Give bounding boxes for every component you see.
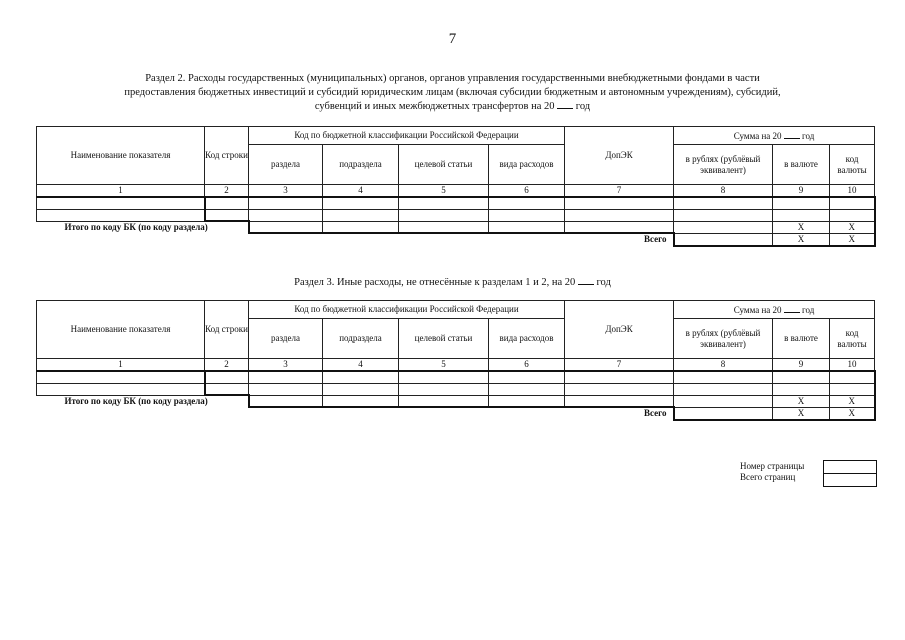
total-all-label: Всего bbox=[644, 408, 667, 419]
section2-table bbox=[36, 126, 876, 247]
table-cell[interactable] bbox=[565, 209, 674, 221]
col-number: 3 bbox=[249, 185, 323, 198]
header-exptype: вида расходов bbox=[489, 319, 565, 359]
table-cell[interactable] bbox=[249, 197, 323, 209]
table-cell[interactable] bbox=[489, 197, 565, 209]
year-blank[interactable] bbox=[557, 100, 573, 109]
x-mark: X bbox=[773, 233, 830, 246]
header-section: раздела bbox=[249, 319, 323, 359]
col-number: 7 bbox=[565, 359, 674, 372]
section3-table bbox=[36, 300, 876, 421]
header-dopek: ДопЭК bbox=[565, 301, 674, 359]
page-counter-box bbox=[823, 460, 877, 487]
table-cell[interactable] bbox=[399, 371, 489, 383]
section2-heading-line2: предоставления бюджетных инвестиций и субсидий юридическим лицам (включая субсидии бюджетным и автономным учреждениям), субсидий, bbox=[124, 87, 781, 98]
header-code: Код строки bbox=[205, 127, 249, 185]
total-pages-field[interactable] bbox=[824, 473, 876, 486]
table-cell[interactable] bbox=[205, 371, 249, 383]
table-cell[interactable] bbox=[830, 209, 875, 221]
table-cell[interactable] bbox=[37, 209, 205, 221]
col-number: 9 bbox=[773, 185, 830, 198]
table-cell[interactable] bbox=[489, 383, 565, 395]
header-target: целевой статьи bbox=[399, 319, 489, 359]
section2-heading-line3-suffix: год bbox=[575, 101, 591, 112]
table-cell[interactable] bbox=[205, 197, 249, 209]
page-number-label: Номер страницы bbox=[740, 461, 805, 471]
table-cell[interactable] bbox=[323, 221, 399, 233]
column-number-row bbox=[37, 185, 875, 198]
col-number: 1 bbox=[37, 359, 205, 372]
header-sum-suffix: год bbox=[802, 304, 815, 315]
table-cell[interactable] bbox=[674, 209, 773, 221]
header-sum-prefix: Сумма на 20 bbox=[733, 130, 782, 141]
header-name: Наименование показателя bbox=[37, 127, 205, 185]
total-bk-label: Итого по коду БК (по коду раздела) bbox=[64, 396, 208, 406]
table-cell[interactable] bbox=[489, 209, 565, 221]
total-all-row bbox=[37, 407, 875, 420]
table-cell[interactable] bbox=[205, 383, 249, 395]
table-cell[interactable] bbox=[323, 197, 399, 209]
header-sum-prefix: Сумма на 20 bbox=[733, 304, 782, 315]
table-cell[interactable] bbox=[399, 197, 489, 209]
table-row bbox=[37, 383, 875, 395]
table-cell[interactable] bbox=[565, 383, 674, 395]
header-bk-group: Код по бюджетной классификации Российской Федерации bbox=[249, 127, 565, 145]
col-number: 7 bbox=[565, 185, 674, 198]
table-cell[interactable] bbox=[399, 221, 489, 233]
page-number: 7 bbox=[448, 31, 457, 47]
page-counter-labels bbox=[740, 461, 804, 483]
table-cell[interactable] bbox=[674, 371, 773, 383]
col-number: 4 bbox=[323, 185, 399, 198]
header-code: Код строки bbox=[205, 301, 249, 359]
total-all-row bbox=[37, 233, 875, 246]
table-row bbox=[37, 209, 875, 221]
x-mark: X bbox=[773, 395, 830, 407]
total-all-label: Всего bbox=[644, 234, 667, 245]
col-number: 6 bbox=[489, 185, 565, 198]
col-number: 2 bbox=[205, 359, 249, 372]
col-number: 8 bbox=[674, 359, 773, 372]
section2-heading bbox=[100, 72, 805, 114]
col-number: 3 bbox=[249, 359, 323, 372]
col-number: 10 bbox=[830, 359, 875, 372]
col-number: 1 bbox=[37, 185, 205, 198]
table-cell[interactable] bbox=[323, 371, 399, 383]
page-number-field[interactable] bbox=[824, 461, 876, 473]
header-subsection: подраздела bbox=[323, 145, 399, 185]
col-number: 2 bbox=[205, 185, 249, 198]
table-cell[interactable] bbox=[830, 371, 875, 383]
x-mark: X bbox=[830, 407, 875, 420]
col-number: 9 bbox=[773, 359, 830, 372]
table-cell[interactable] bbox=[565, 221, 674, 233]
table-cell[interactable] bbox=[399, 383, 489, 395]
x-mark: X bbox=[773, 221, 830, 233]
table-cell[interactable] bbox=[249, 395, 323, 407]
table-cell[interactable] bbox=[489, 221, 565, 233]
table-cell[interactable] bbox=[565, 371, 674, 383]
table-cell[interactable] bbox=[249, 383, 323, 395]
header-target: целевой статьи bbox=[399, 145, 489, 185]
table-cell[interactable] bbox=[249, 371, 323, 383]
table-row bbox=[37, 197, 875, 209]
section2-heading-line3 bbox=[100, 100, 805, 114]
header-curcode: код валюты bbox=[830, 145, 875, 185]
section3-heading-prefix: Раздел 3. Иные расходы, не отнесённые к разделам 1 и 2, на 20 bbox=[294, 277, 576, 288]
table-cell[interactable] bbox=[399, 395, 489, 407]
table-cell[interactable] bbox=[37, 383, 205, 395]
header-sum-group bbox=[674, 127, 875, 145]
col-number: 6 bbox=[489, 359, 565, 372]
header-sum-group bbox=[674, 301, 875, 319]
table-row bbox=[37, 371, 875, 383]
header-subsection: подраздела bbox=[323, 319, 399, 359]
section3-heading-suffix: год bbox=[596, 277, 611, 288]
header-rub: в рублях (рублёвый эквивалент) bbox=[674, 145, 773, 185]
table-cell[interactable] bbox=[674, 395, 773, 407]
table-cell[interactable] bbox=[323, 383, 399, 395]
table-cell[interactable] bbox=[565, 197, 674, 209]
table-cell[interactable] bbox=[249, 209, 323, 221]
header-section: раздела bbox=[249, 145, 323, 185]
table-cell[interactable] bbox=[565, 395, 674, 407]
table-cell[interactable] bbox=[674, 197, 773, 209]
table-cell[interactable] bbox=[830, 383, 875, 395]
section2-heading-line3-prefix: субвенций и иных межбюджетных трансфертов на 20 bbox=[314, 101, 555, 112]
header-sum-suffix: год bbox=[802, 130, 815, 141]
table-cell[interactable] bbox=[323, 209, 399, 221]
sum-year-blank[interactable] bbox=[784, 130, 800, 139]
header-bk-group: Код по бюджетной классификации Российской Федерации bbox=[249, 301, 565, 319]
table-cell[interactable] bbox=[323, 395, 399, 407]
table-cell[interactable] bbox=[773, 371, 830, 383]
table-cell[interactable] bbox=[249, 221, 323, 233]
total-pages-label: Всего страниц bbox=[740, 472, 796, 482]
table-cell[interactable] bbox=[674, 221, 773, 233]
header-cur: в валюте bbox=[773, 145, 830, 185]
col-number: 8 bbox=[674, 185, 773, 198]
x-mark: X bbox=[830, 233, 875, 246]
table-cell[interactable] bbox=[489, 395, 565, 407]
column-number-row bbox=[37, 359, 875, 372]
year-blank[interactable] bbox=[578, 276, 594, 285]
table-cell[interactable] bbox=[773, 383, 830, 395]
section2-heading-line1: Раздел 2. Расходы государственных (муниципальных) органов, органов управления государственными внебюджетными фондами в части bbox=[145, 73, 760, 84]
header-curcode: код валюты bbox=[830, 319, 875, 359]
header-rub: в рублях (рублёвый эквивалент) bbox=[674, 319, 773, 359]
header-dopek: ДопЭК bbox=[565, 127, 674, 185]
table-cell[interactable] bbox=[399, 209, 489, 221]
col-number: 5 bbox=[399, 359, 489, 372]
total-bk-row bbox=[37, 395, 875, 407]
table-cell[interactable] bbox=[37, 371, 205, 383]
header-name: Наименование показателя bbox=[37, 301, 205, 359]
header-cur: в валюте bbox=[773, 319, 830, 359]
table-cell[interactable] bbox=[37, 197, 205, 209]
table-cell[interactable] bbox=[674, 407, 773, 420]
header-exptype: вида расходов bbox=[489, 145, 565, 185]
total-bk-row bbox=[37, 221, 875, 233]
table-cell[interactable] bbox=[830, 197, 875, 209]
total-bk-label: Итого по коду БК (по коду раздела) bbox=[64, 222, 208, 232]
section3-heading bbox=[100, 276, 805, 290]
x-mark: X bbox=[830, 395, 875, 407]
table-cell[interactable] bbox=[773, 209, 830, 221]
table-cell[interactable] bbox=[773, 197, 830, 209]
col-number: 10 bbox=[830, 185, 875, 198]
col-number: 5 bbox=[399, 185, 489, 198]
table-cell[interactable] bbox=[674, 383, 773, 395]
sum-year-blank[interactable] bbox=[784, 304, 800, 313]
table-cell[interactable] bbox=[674, 233, 773, 246]
table-cell[interactable] bbox=[489, 371, 565, 383]
table-cell[interactable] bbox=[205, 209, 249, 221]
x-mark: X bbox=[773, 407, 830, 420]
col-number: 4 bbox=[323, 359, 399, 372]
x-mark: X bbox=[830, 221, 875, 233]
